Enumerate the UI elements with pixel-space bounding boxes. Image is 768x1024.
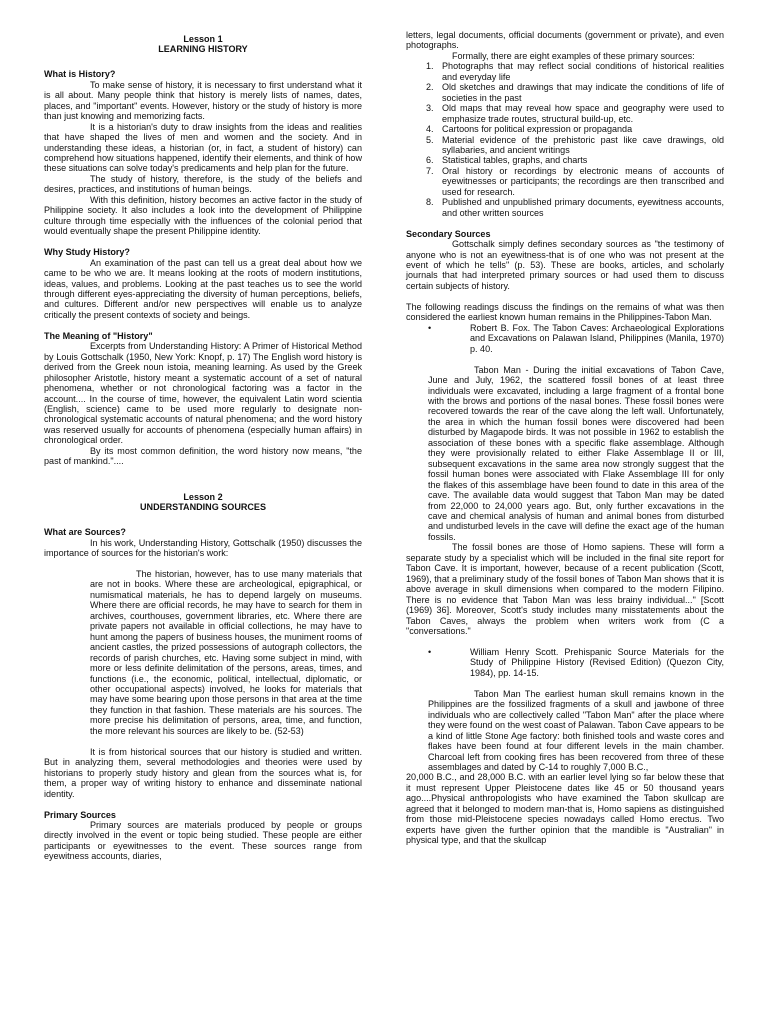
list-item: 1. Photographs that may reflect social conditions of historical realities and everyday life: [426, 61, 724, 82]
paragraph: Formally, there are eight examples of these primary sources:: [452, 50, 695, 61]
reading-citation: • William Henry Scott. Prehispanic Source Materials for the Study of Philippine History (Revised Edition) (Quezon City, 1984), pp. 14-15.: [428, 646, 724, 678]
paragraph: An examination of the past can tell us a great deal about how we came to be who we are. It means looking at the roots of modern institutions, ideas, values, and problems. Looking at the past teaches us to see the world through different eyes-appreciating the diversity of human perceptions, beliefs, and cultures. Different and/or new perspectives will enable us to analyze critically the present contexts of society and beings.: [44, 257, 362, 320]
list-item: 8. Published and unpublished primary documents, eyewitness accounts, and other written sources: [426, 197, 724, 218]
what-is-history-heading: What is History?: [44, 69, 116, 80]
primary-sources-heading: Primary Sources: [44, 809, 116, 820]
paragraph: Gottschalk simply defines secondary sources as "the testimony of anyone who is not an eyewitness-that is of one who was not present at the event of which he tells" (p. 53). These are books, articles, and scholarly journals that had interpreted primary sources or had used them to discuss certain subjects of history.: [406, 239, 724, 291]
meaning-of-history-heading: The Meaning of "History": [44, 330, 153, 341]
paragraph: Primary sources are materials produced by people or groups directly involved in the event or topic being studied. These people are either participants or eyewitnesses to the event. These sources range from eyewitness accounts, diaries,: [44, 819, 362, 862]
what-are-sources-heading: What are Sources?: [44, 527, 126, 538]
list-item: 2. Old sketches and drawings that may indicate the conditions of life of societies in the past: [426, 82, 724, 103]
secondary-sources-heading: Secondary Sources: [406, 228, 491, 239]
paragraph: To make sense of history, it is necessary to first understand what it is all about. Many people think that history is merely lists of names, dates, places, and "important" events. However, history or the study of history is more than just knowing and memorizing facts.: [44, 79, 362, 122]
bullet-icon: •: [428, 646, 432, 657]
lesson1-title: LEARNING HISTORY: [158, 44, 248, 55]
lesson2-label: Lesson 2: [183, 491, 223, 502]
right-column: [406, 30, 724, 846]
paragraph: It is from historical sources that our history is studied and written. But in analyzing them, several methodologies and theories were used by historians to properly study history and glean from the sources what is, for them, a proper way of writing history to enhance and disseminate national identity.: [44, 746, 362, 799]
paragraph: In his work, Understanding History, Gottschalk (1950) discusses the importance of sources for the historian's work:: [44, 537, 362, 559]
gottschalk-quote: The historian, however, has to use many materials that are not in books. Where these are archeological, epigraphical, or numismatical materials, he has to depend largely on museums. Where there are official records, he may have to search for them in archives, courthouses, government libraries, etc. Where there are private papers not available in official collections, he may have to hunt among the papers of business houses, the muniment rooms of ancient castles, the prized possessions of autograph collectors, the records of parish churches, etc. Having some subject in mind, with more or less definite delimitation of the persons, areas, times, and functions (i.e., the economic, political, intellectual, diplomatic, or other occupational aspects) involved, he looks for materials that may have some bearing upon those persons in that area at the time they function in that fashion. These materials are his sources. The more precise his delimitation of persons, area, time, and function, the more relevant his sources are likely to be. (52-53): [90, 568, 362, 736]
list-item: 7. Oral history or recordings by electronic means of accounts of eyewitnesses or participants; the recordings are then transcribed and used for research.: [426, 165, 724, 197]
reading-excerpt: Tabon Man - During the initial excavations of Tabon Cave, June and July, 1962, the scattered fossil bones of at least three individuals were excavated, including a large fragment of a frontal bone with the brows and portions of the nasal bones. These fossil bones were recovered towards the rear of the cave along the left wall. Unfortunately, the area in which the human fossil bones were discovered had been disturbed by Magapode birds. It was not possible in 1962 to establish the association of these bones with a specific flake assemblage. Although they were provisionally related to either Flake Assemblage II or III, subsequent excavations in the same area now strongly suggest that the fossil human bones were associated with Flake Assemblage III for only the flakes of this assemblage have been found to date in this area of the cave. The available data would suggest that Tabon Man may be dated from 22,000 to 24,000 years ago. But, only further excavations in the cave and chemical analysis of human and animal bones from disturbed and undisturbed levels in the cave will define the exact age of the human fossils.: [428, 364, 724, 542]
reading-excerpt: 20,000 B.C., and 28,000 B.C. with an earlier level lying so far below these that it must represent Upper Pleistocene dates like 45 or 50 thousand years ago....Physical anthropologists who have examined the Tabon skullcap are agreed that it belonged to modern man-that is, Homo sapiens as distinguished from those mid-Pleistocene species nowadays called Homo erectus. Two experts have given the further opinion that the mandible is "Australian" in physical type, and that the skullcap: [406, 772, 724, 846]
list-item: 3. Old maps that may reveal how space and geography were used to emphasize trade routes, structural build-up, etc.: [426, 103, 724, 124]
list-item: 4. Cartoons for political expression or propaganda: [426, 124, 633, 135]
bullet-icon: •: [428, 322, 432, 333]
left-column: [44, 34, 362, 862]
paragraph: With this definition, history becomes an active factor in the study of Philippine society. It also includes a look into the development of Philippine culture through time especially with the influences of the colonial period that would eventually shape the present Philippine identity.: [44, 194, 362, 237]
lesson2-title: UNDERSTANDING SOURCES: [140, 502, 266, 513]
reading-citation: • Robert B. Fox. The Tabon Caves: Archaeological Explorations and Excavations on Palawan Island, Philippines (Manila, 1970) p. 40.: [428, 322, 724, 354]
paragraph: Excerpts from Understanding History: A Primer of Historical Method by Louis Gottschalk (1950, New York: Knopf, p. 17) The English word history is derived from the Greek noun istoia, meaning learning. As used by the Greek philosopher Aristotle, history meant a systematic account of a set of natural phenomena, whether or not chronological factoring was a factor in the account.... In the course of time, however, the equivalent Latin word scientia (English, science) came to be used more regularly to designate non-chronological systematic accounts of natural phenomena; and the word history was reserved usually for accounts of phenomena (especially human affairs) in chronological order.: [44, 341, 362, 446]
paragraph: The following readings discuss the findings on the remains of what was then considered the earliest known human remains in the Philippines-Tabon Man.: [406, 301, 724, 323]
reading-excerpt: Tabon Man The earliest human skull remains known in the Philippines are the fossilized fragments of a skull and jawbone of three individuals who are collectively called "Tabon Man" after the place where they were found on the west coast of Palawan. Tabon Cave appears to be a kind of little Stone Age factory: both finished tools and waste cores and flakes have been found at four different levels in the main chamber. Charcoal left from cooking fires has been recovered from three of these assemblages and dated by C-14 to roughly 7,000 B.C.,: [428, 688, 724, 772]
lesson1-label: Lesson 1: [183, 34, 223, 44]
paragraph: It is a historian's duty to draw insights from the ideas and realities that have shaped the lives of men and women and the society. And in understanding these ideas, a historian (or, in fact, a student of history) can comprehend how situations happened, identify their elements, and think of how these situations can solve today's predicaments and help plan for the future.: [44, 121, 362, 174]
paragraph: The study of history, therefore, is the study of the beliefs and desires, practices, and institutions of human beings.: [44, 173, 362, 195]
paragraph: By its most common definition, the word history now means, "the past of mankind."....: [44, 445, 362, 467]
list-item: 5. Material evidence of the prehistoric past like cave drawings, old syllabaries, and ancient writings: [426, 134, 724, 155]
list-item: 6. Statistical tables, graphs, and charts: [426, 155, 588, 166]
paragraph: letters, legal documents, official documents (government or private), and even photographs.: [406, 30, 724, 51]
primary-sources-list: [406, 61, 724, 218]
reading-excerpt: The fossil bones are those of Homo sapiens. These will form a separate study by a specialist which will be included in the final site report for Tabon Cave. It is important, however, because of a recent publication (Scott, 1969), that a preliminary study of the fossil bones of Tabon Man shows that it is above average in skull dimensions when compared to the modern Filipino. There is no evidence that Tabon Man was less brainy individual..." [Scott (1969) 36]. Moreover, Scott's study includes many misstatements about the Tabon Caves, always the problem when writers work from (C a "conversations.": [406, 542, 724, 636]
why-study-history-heading: Why Study History?: [44, 247, 130, 258]
